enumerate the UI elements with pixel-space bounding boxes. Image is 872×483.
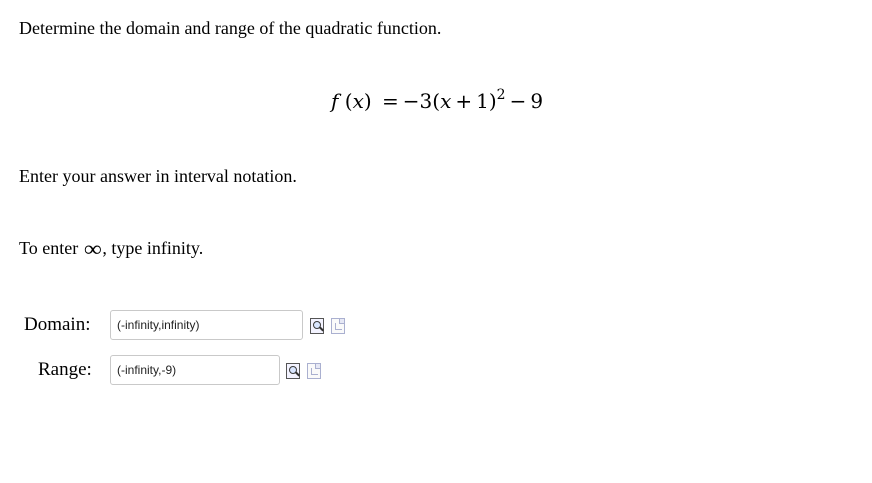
infinity-instruction bbox=[19, 237, 203, 259]
formula-function-name: f bbox=[331, 89, 339, 113]
domain-input[interactable] bbox=[110, 310, 303, 340]
formula-exponent: 2 bbox=[496, 87, 506, 103]
formula-one: 1) bbox=[476, 89, 497, 113]
formula-plus: + bbox=[455, 89, 473, 113]
formula-minus: − bbox=[509, 89, 527, 113]
range-input[interactable] bbox=[110, 355, 280, 385]
formula-variable: x bbox=[352, 89, 364, 113]
range-row bbox=[0, 355, 872, 385]
infinity-prefix: To enter bbox=[19, 238, 79, 258]
range-preview-icon[interactable] bbox=[286, 363, 300, 379]
interval-instruction: Enter your answer in interval notation. bbox=[19, 166, 297, 186]
formula-constant: 9 bbox=[530, 89, 544, 113]
domain-equation-editor-icon[interactable] bbox=[331, 318, 345, 334]
domain-preview-icon[interactable] bbox=[310, 318, 324, 334]
domain-label: Domain: bbox=[24, 314, 91, 335]
formula-inner-variable: x bbox=[440, 89, 452, 113]
range-equation-editor-icon[interactable] bbox=[307, 363, 321, 379]
formula-equals: = bbox=[382, 89, 399, 113]
formula-coefficient: −3( bbox=[402, 89, 441, 113]
function-formula: f $(x) = -3(x + 1)^2 - 9$ bbox=[331, 87, 544, 113]
domain-row bbox=[0, 310, 872, 340]
infinity-symbol: ∞ bbox=[83, 236, 102, 261]
range-label: Range: bbox=[38, 359, 92, 380]
question-prompt: Determine the domain and range of the quadratic function. bbox=[19, 18, 442, 38]
infinity-suffix: , type infinity. bbox=[102, 238, 204, 258]
